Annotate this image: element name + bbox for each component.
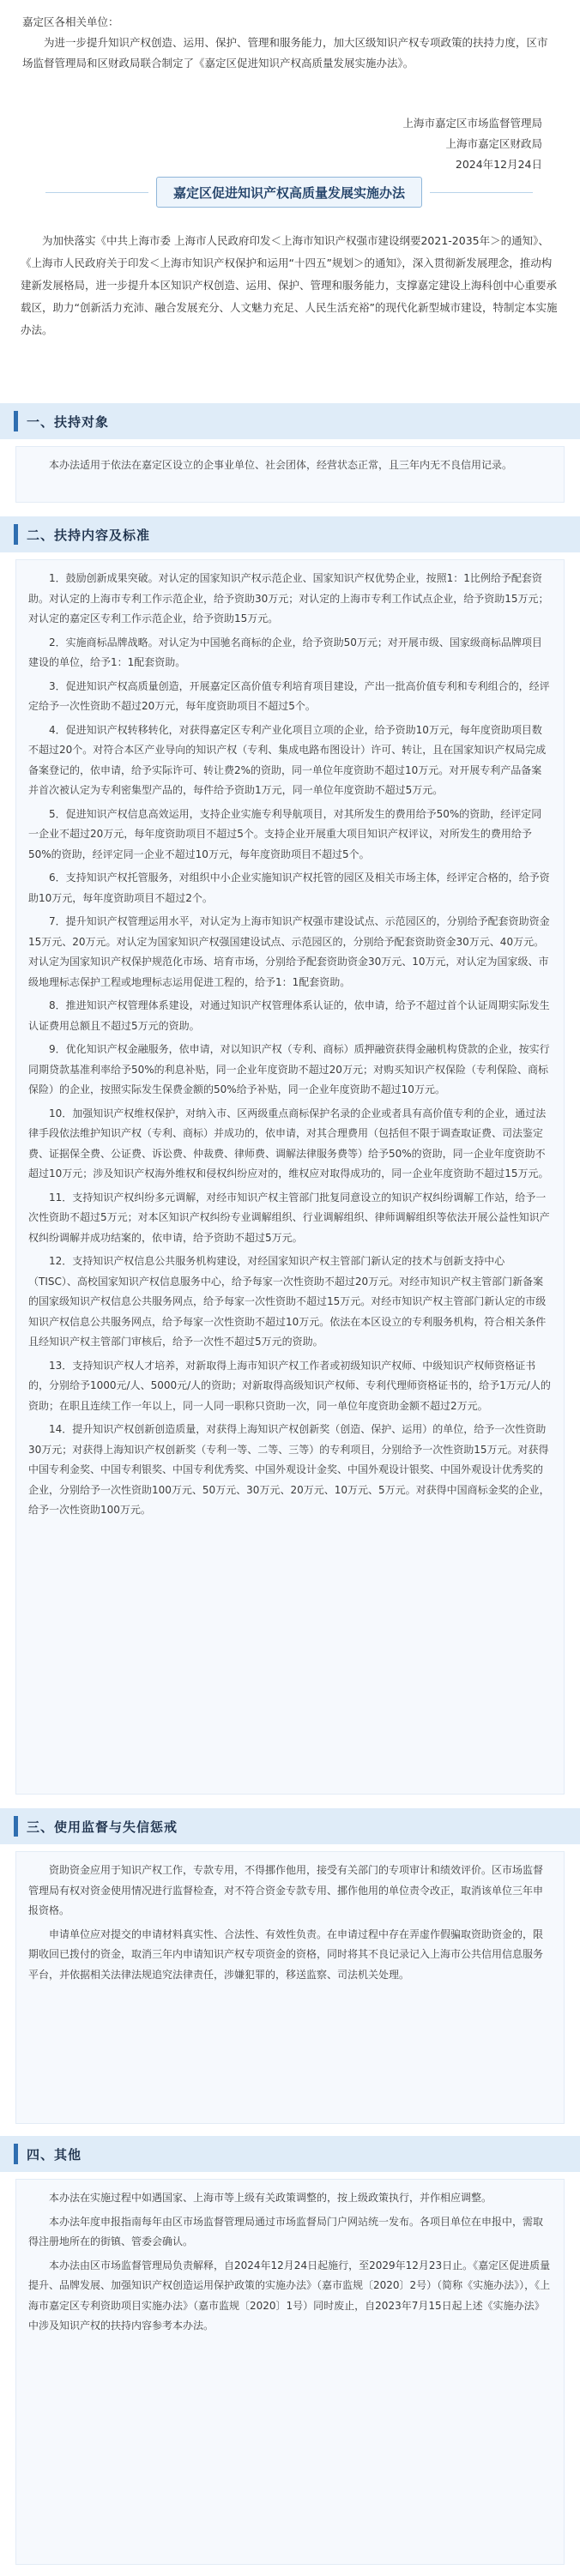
lead-text: 为加快落实《中共上海市委 上海市人民政府印发＜上海市知识产权强市建设纲要2021-2035年＞的通知》、《上海市人民政府关于印发＜上海市知识产权保护和运用“十四五”规划＞的通知》，深入贯彻新发展理念，推动构建新发展格局，进一步提升本区知识产权创造、运用、保护、管理和服务能力，支撑嘉定建设上海科创中心重要承载区，助力“创新活力充沛、融合发展充分、人文魅力充足、人民生活充裕”的现代化新型城市建设，特制定本实施办法。 bbox=[21, 234, 558, 336]
section-paragraph: 本办法年度申报指南每年由区市场监督管理局通过市场监督局门户网站统一发布。各项目单位在申报中，需取得注册地所在的街镇、管委会确认。 bbox=[28, 2215, 544, 2247]
document-title-text: 嘉定区促进知识产权高质量发展实施办法 bbox=[172, 184, 405, 201]
section-paragraph: 5．促进知识产权信息高效运用，支持企业实施专利导航项目，对其所发生的费用给予50%的资助，经评定同一企业不超过20万元，每年度资助项目不超过5个。支持企业开展重大项目知识产权评议，对所发生的费用给予50%的资助，经评定同一企业不超过10万元，每年度资助项目不超过5个。 bbox=[28, 807, 542, 860]
section-heading-text: 四、其他 bbox=[27, 2146, 82, 2163]
section-paragraph: 10．加强知识产权维权保护，对纳入市、区两级重点商标保护名录的企业或者具有高价值专利的企业，通过法律手段依法维护知识产权（专利、商标）并成功的，依申请，对其合理费用（包括但不限于调查取证费、司法鉴定费、证据保全费、公证费、诉讼费、仲裁费、律师费、调解法律服务费等）给予50%的资助，同一企业年度资助不超过10万元；涉及知识产权海外维权和侵权纠纷应对的，维权应对取得成功的，同一企业年度资助不超过15万元。 bbox=[28, 1107, 549, 1179]
section-paragraph: 7．提升知识产权管理运用水平，对认定为上海市知识产权强市建设试点、示范园区的，分别给予配套资助资金15万元、20万元。对认定为国家知识产权强国建设试点、示范园区的，分别给予配套资助资金30万元、40万元。对认定为国家知识产权保护规范化市场、培育市场，分别给予配套资助资金30万元、10万元，对认定为国家级、市级地理标志保护工程或地理标志运用促进工程的，给予1：1配套资助。 bbox=[28, 915, 550, 988]
section-heading bbox=[0, 2136, 580, 2172]
section-heading bbox=[0, 516, 580, 552]
section-paragraph: 6．支持知识产权托管服务，对组织中小企业实施知识产权托管的园区及相关市场主体，经评定合格的，给予资助10万元，每年度资助项目不超过2个。 bbox=[28, 872, 550, 904]
section-paragraph: 2．实施商标品牌战略。对认定为中国驰名商标的企业，给予资助50万元；对开展市级、国家级商标品牌项目建设的单位，给予1：1配套资助。 bbox=[28, 636, 542, 668]
section-paragraph: 9．优化知识产权金融服务，依申请，对以知识产权（专利、商标）质押融资获得金融机构贷款的企业，按实行同期贷款基准利率给予50%的利息补贴，同一企业年度资助不超过20万元；对购买知识产权保险（专利保险、商标保险）的企业，按照实际发生保费金额的50%给予补贴，同一企业年度资助不超过10万元。 bbox=[28, 1043, 550, 1095]
issuer-1: 上海市嘉定区市场监督管理局 bbox=[402, 117, 542, 130]
addressee: 嘉定区各相关单位： bbox=[22, 15, 119, 28]
section-heading bbox=[0, 1808, 580, 1844]
notice-date: 2024年12月24日 bbox=[455, 158, 542, 171]
section-marker-icon bbox=[14, 411, 18, 431]
section-paragraph: 14．提升知识产权创新创造质量，对获得上海知识产权创新奖（创造、保护、运用）的单位，给予一次性资助30万元；对获得上海知识产权创新奖（专利一等、二等、三等）的专利项目，分别给予一次性资助15万元。对获得中国专利金奖、中国专利银奖、中国专利优秀奖、中国外观设计金奖、中国外观设计银奖、中国外观设计优秀奖的企业，分别给予一次性资助100万元、50万元、30万元、20万元、10万元、5万元。对获得中国商标金奖的企业，给予一次性资助100万元。 bbox=[28, 1423, 550, 1516]
section-paragraph: 本办法适用于依法在嘉定区设立的企事业单位、社会团体，经营状态正常，且三年内无不良信用记录。 bbox=[49, 459, 513, 471]
section-paragraph: 本办法由区市场监督管理局负责解释，自2024年12月24日起施行，至2029年12月23日止。《嘉定区促进质量提升、品牌发展、加强知识产权创造运用保护政策的实施办法》（嘉市监规〔2020〕2号）（简称《实施办法》），《上海市嘉定区专利资助项目实施办法》（嘉市监规〔2020〕1号）同时废止，自2023年7月15日起上述《实施办法》中涉及知识产权的扶持内容参考本办法。 bbox=[28, 2259, 551, 2332]
section-heading-text: 三、使用监督与失信惩戒 bbox=[27, 1819, 178, 1835]
section-heading-text: 一、扶持对象 bbox=[27, 413, 110, 430]
lead-paragraph bbox=[21, 230, 559, 341]
section-paragraph: 12．支持知识产权信息公共服务机构建设，对经国家知识产权主管部门新认定的技术与创新支持中心（TISC）、高校国家知识产权信息服务中心，给予每家一次性资助不超过20万元。对经市知识产权主管部门新备案的国家级知识产权信息公共服务网点，给予每家一次性资助不超过15万元。对经市知识产权主管部门新认定的市级知识产权信息公共服务网点，给予每家一次性资助不超过10万元。依法在本区设立的专利服务机构，符合相关条件且经知识产权主管部门审核后，给予一次性不超过5万元的资助。 bbox=[28, 1255, 547, 1348]
section-marker-icon bbox=[14, 524, 18, 545]
document-title bbox=[156, 177, 422, 208]
section-paragraph: 8．推进知识产权管理体系建设，对通过知识产权管理体系认证的，依申请，给予不超过首个认证周期实际发生认证费用总额且不超过5万元的资助。 bbox=[28, 999, 550, 1032]
section-heading-text: 二、扶持内容及标准 bbox=[27, 527, 151, 543]
section-paragraph: 本办法在实施过程中如遇国家、上海市等上级有关政策调整的，按上级政策执行，并作相应调整。 bbox=[49, 2192, 492, 2204]
section-body bbox=[15, 1851, 565, 2124]
section-paragraph: 1．鼓励创新成果突破。对认定的国家知识产权示范企业、国家知识产权优势企业，按照1：1比例给予配套资助。对认定的上海市专利工作示范企业，给予资助30万元；对认定的上海市专利工作试点企业，给予资助15万元；对认定的嘉定区专利工作示范企业，给予资助15万元。 bbox=[28, 572, 549, 624]
section-paragraph: 13．支持知识产权人才培养，对新取得上海市知识产权工作者或初级知识产权师、中级知识产权师资格证书的，分别给予1000元/人、5000元/人的资助；对新取得高级知识产权师、专利代理师资格证书的，给予1万元/人的资助；在职且连续工作一年以上，同一人同一职称只资助一次，同一单位年度资助金额不超过2万元。 bbox=[28, 1359, 551, 1412]
notice-intro: 为进一步提升知识产权创造、运用、保护、管理和服务能力，加大区级知识产权专项政策的扶持力度，区市场监督管理局和区财政局联合制定了《嘉定区促进知识产权高质量发展实施办法》。 bbox=[22, 36, 548, 69]
section-paragraph: 11．支持知识产权纠纷多元调解，对经市知识产权主管部门批复同意设立的知识产权纠纷调解工作站，给予一次性资助不超过5万元；对本区知识产权纠纷专业调解组织、行业调解组织、律师调解组织等依法开展公益性知识产权纠纷调解并成功结案的，依申请，给予资助不超过5万元。 bbox=[28, 1191, 550, 1244]
section-heading bbox=[0, 403, 580, 439]
section-paragraph: 3．促进知识产权高质量创造，开展嘉定区高价值专利培育项目建设，产出一批高价值专利和专利组合的，经评定给予一次性资助不超过20万元，每年度资助项目不超过5个。 bbox=[28, 679, 550, 712]
section-body bbox=[15, 446, 565, 503]
section-paragraph: 4．促进知识产权转移转化，对获得嘉定区专利产业化项目立项的企业，给予资助10万元，每年度资助项目数不超过20个。对符合本区产业导向的知识产权（专利、集成电路布图设计）许可、转让，且在国家知识产权局完成备案登记的，依申请，给予实际许可、转让费2%的资助，同一单位年度资助不超过10万元。对开展专利产品备案并首次被认定为专利密集型产品的，每件给予资助1万元，同一单位年度资助不超过5万元。 bbox=[28, 723, 547, 796]
section-marker-icon bbox=[14, 1816, 18, 1837]
section-paragraph: 资助资金应用于知识产权工作，专款专用，不得挪作他用，接受有关部门的专项审计和绩效评价。区市场监督管理局有权对资金使用情况进行监督检查，对不符合资金专款专用、挪作他用的单位责令改正，取消该单位三年申报资格。 bbox=[28, 1864, 544, 1916]
section-body bbox=[15, 2179, 565, 2565]
section-body bbox=[15, 559, 565, 1795]
section-paragraph: 申请单位应对提交的申请材料真实性、合法性、有效性负责。在申请过程中存在弄虚作假骗取资助资金的，限期收回已拨付的资金，取消三年内申请知识产权专项资金的资格，同时将其不良记录记入上海市公共信用信息服务平台，并依据相关法律法规追究法律责任，涉嫌犯罪的，移送监察、司法机关处理。 bbox=[28, 1927, 544, 1981]
issuer-2: 上海市嘉定区财政局 bbox=[445, 137, 542, 150]
section-marker-icon bbox=[14, 2144, 18, 2164]
notice-block bbox=[0, 0, 580, 204]
